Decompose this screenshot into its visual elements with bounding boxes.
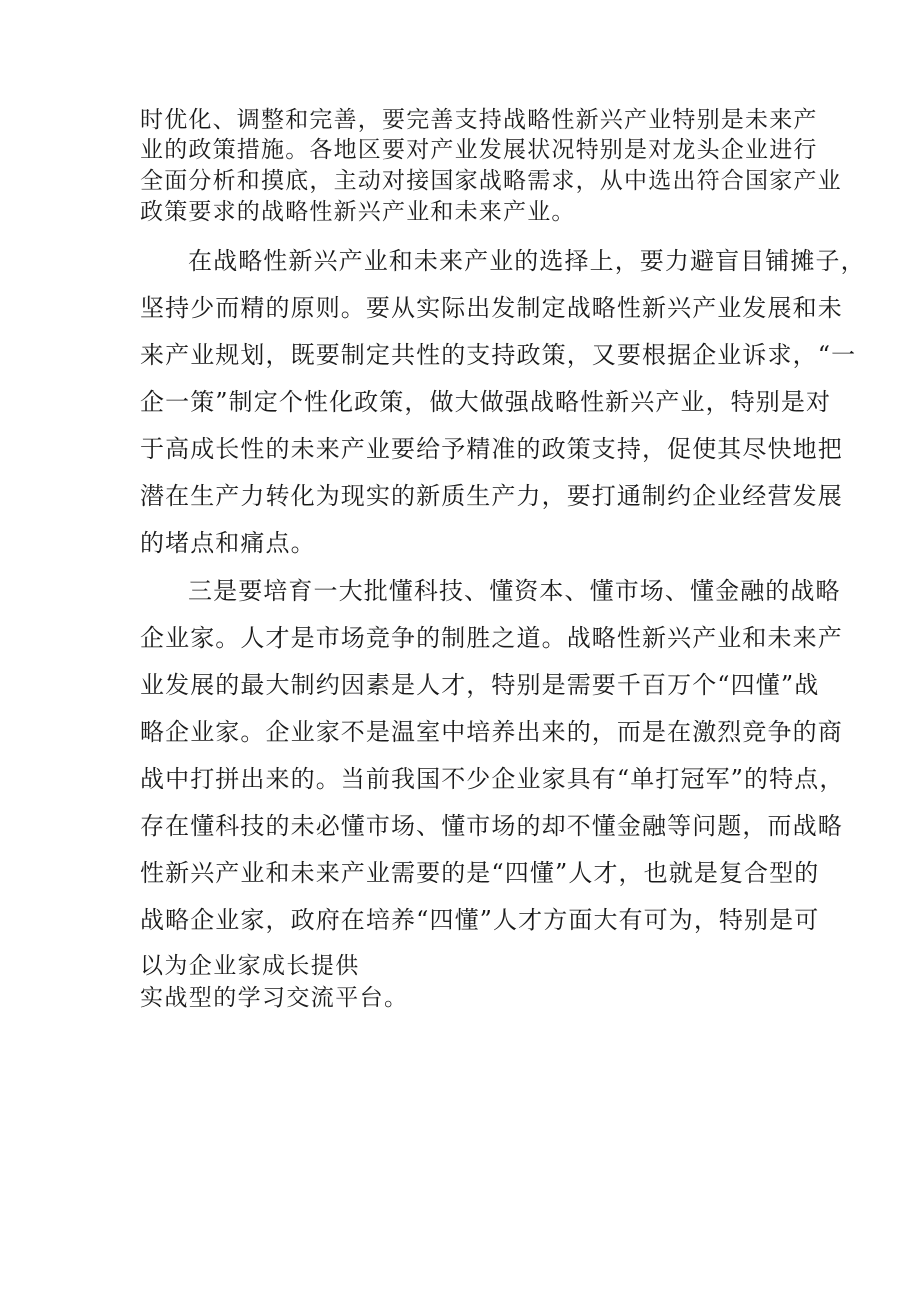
text-line: 三是要培育一大批懂科技、懂资本、懂市场、懂金融的战略 [188,577,841,605]
text-line: 略企业家。企业家不是温室中培养出来的，而是在激烈竞争的商 [140,718,843,746]
text-line: 性新兴产业和未来产业需要的是“四懂”人才，也就是复合型的 [140,859,820,887]
text-line: 于高成长性的未来产业要给予精准的政策支持，促使其尽快地把 [140,435,843,463]
text-line: 政策要求的战略性新兴产业和未来产业。 [140,199,576,225]
text-line: 以为企业家成长提供 [140,953,360,979]
text-line: 存在懂科技的未必懂市场、懂市场的却不懂金融等问题，而战略 [140,812,843,840]
text-line: 在战略性新兴产业和未来产业的选择上，要力避盲目铺摊子， [188,247,866,275]
text-line: 坚持少而精的原则。要从实际出发制定战略性新兴产业发展和未 [140,294,843,322]
text-line: 战略企业家，政府在培养“四懂”人才方面大有可为，特别是可 [140,906,820,934]
text-line: 企一策”制定个性化政策，做大做强战略性新兴产业，特别是对 [140,388,832,416]
text-line: 潜在生产力转化为现实的新质生产力，要打通制约企业经营发展 [140,482,843,510]
text-line: 来产业规划，既要制定共性的支持政策，又要根据企业诉求，“一 [140,341,857,369]
text-line: 业发展的最大制约因素是人才，特别是需要千百万个“四懂”战 [140,671,820,699]
text-line: 业的政策措施。各地区要对产业发展状况特别是对龙头企业进行 [140,137,818,163]
text-line: 企业家。人才是市场竞争的制胜之道。战略性新兴产业和未来产 [140,624,843,652]
text-line: 时优化、调整和完善，要完善支持战略性新兴产业特别是未来产 [140,107,818,133]
text-line: 的堵点和痛点。 [140,529,316,557]
text-line: 战中打拼出来的。当前我国不少企业家具有“单打冠军”的特点， [140,765,845,793]
text-line: 实战型的学习交流平台。 [140,985,409,1011]
text-line: 全面分析和摸底，主动对接国家战略需求，从中选出符合国家产业 [140,168,842,194]
